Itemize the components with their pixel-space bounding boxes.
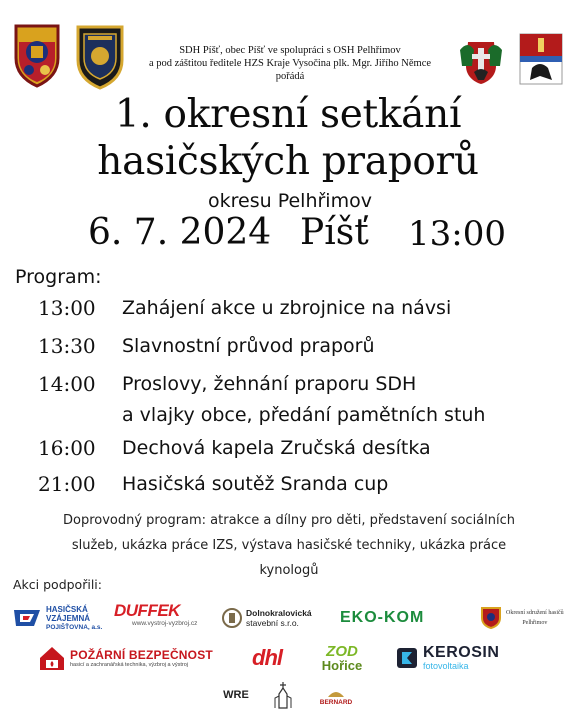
hzs-vysocina-emblem xyxy=(74,24,126,90)
ekokom-logo xyxy=(340,605,452,631)
sponsors-label: Akci podpořili: xyxy=(13,577,102,592)
program-text: Hasičská soutěž Sranda cup xyxy=(122,473,389,495)
program-text-continued: a vlajky obce, předání pamětních stuh xyxy=(122,404,486,426)
accompanying-line-2: služeb, ukázka práce IZS, výstava hasičské techniky, ukázka práce xyxy=(71,538,507,553)
okresni-sdruzeni-logo xyxy=(480,602,570,634)
organizer-line-3: pořádá xyxy=(275,71,305,82)
duffek-logo xyxy=(114,602,206,634)
event-date: 6. 7. 2024 xyxy=(88,212,272,253)
pist-coat-of-arms xyxy=(454,36,508,86)
dolnokralovicka-mark-icon xyxy=(222,605,242,631)
hv-mark-icon xyxy=(12,606,42,630)
program-time: 16:00 xyxy=(38,436,96,460)
title-line-1: 1. okresní setkání xyxy=(114,92,462,137)
event-time: 13:00 xyxy=(408,214,506,254)
program-text: Zahájení akce u zbrojnice na návsi xyxy=(122,297,452,319)
program-text: Dechová kapela Zručská desítka xyxy=(122,437,431,459)
osh-small-emblem-icon xyxy=(480,606,502,630)
program-text: Proslovy, žehnání praporu SDH xyxy=(122,373,417,395)
program-time: 21:00 xyxy=(38,472,96,496)
pozarni-bezpecnost-logo xyxy=(38,640,234,676)
zod-line-2: Hořice xyxy=(321,657,363,673)
dolnokralovicka-line-2: stavební s.r.o. xyxy=(246,618,299,628)
pozarni-tagline: hasicí a zachranářská technika, výzbroj a výstroj xyxy=(70,662,188,668)
ekokom-name: EKO-KOM xyxy=(340,609,425,626)
program-heading: Program: xyxy=(15,266,102,288)
kerosin-mark-icon xyxy=(396,647,418,669)
hv-line-1: HASIČSKÁ xyxy=(46,604,88,614)
hasicska-vzajemna-logo xyxy=(12,600,104,636)
kerosin-tagline: fotovoltaika xyxy=(423,661,469,671)
kerosin-name: KEROSIN xyxy=(423,644,500,661)
organizer-text xyxy=(140,44,440,83)
wre-logo xyxy=(212,680,260,710)
dolnokralovicka-line-1: Dolnokralovická xyxy=(246,608,312,618)
pist-flag xyxy=(518,32,564,86)
bernard-name: BERNARD xyxy=(319,698,353,706)
accompanying-line-3: kynologů xyxy=(259,563,319,578)
duffek-name: DUFFEK xyxy=(114,601,180,620)
organizer-line-1: SDH Píšť, obec Píšť ve spolupráci s OSH Pelhřimov xyxy=(179,45,401,56)
duffek-web: www.vystroj-vyzbroj.cz xyxy=(132,620,198,627)
program-time: 13:00 xyxy=(38,296,96,320)
osh-pelhrimov-emblem xyxy=(12,22,62,88)
church-icon xyxy=(272,680,294,712)
bernard-crest-icon xyxy=(326,687,346,699)
zod-horice-logo xyxy=(302,640,382,676)
pozarni-name: POŽÁRNÍ BEZPEČNOST xyxy=(70,648,213,662)
subtitle: okresu Pelhřimov xyxy=(208,190,372,212)
osh-line-1: Okresní sdružení hasičů xyxy=(506,610,564,616)
dhl-logo xyxy=(240,642,294,674)
program-time: 13:30 xyxy=(38,334,96,358)
program-text: Slavnostní průvod praporů xyxy=(122,335,375,357)
house-fire-icon xyxy=(38,644,66,672)
wre-name: WRE xyxy=(223,689,249,701)
accompanying-program xyxy=(22,508,556,583)
accompanying-line-1: Doprovodný program: atrakce a dílny pro děti, představení sociálních xyxy=(62,513,515,528)
zod-line-1: ZOD xyxy=(326,642,358,660)
title-line-2: hasičských praporů xyxy=(97,139,479,184)
bernard-logo xyxy=(312,682,360,710)
program-time: 14:00 xyxy=(38,372,96,396)
dolnokralovicka-logo xyxy=(222,603,322,633)
organizer-line-2: a pod záštitou ředitele HZS Kraje Vysočina plk. Mgr. Jiřího Němce xyxy=(148,58,432,69)
osh-line-2: Pelhřimov xyxy=(522,620,548,626)
hv-line-3: POJIŠŤOVNA, a.s. xyxy=(46,623,103,631)
kerosin-logo xyxy=(396,640,546,676)
hv-line-2: VZÁJEMNÁ xyxy=(46,613,91,623)
event-place: Píšť xyxy=(300,212,369,253)
dhl-name: dhl xyxy=(252,645,282,670)
